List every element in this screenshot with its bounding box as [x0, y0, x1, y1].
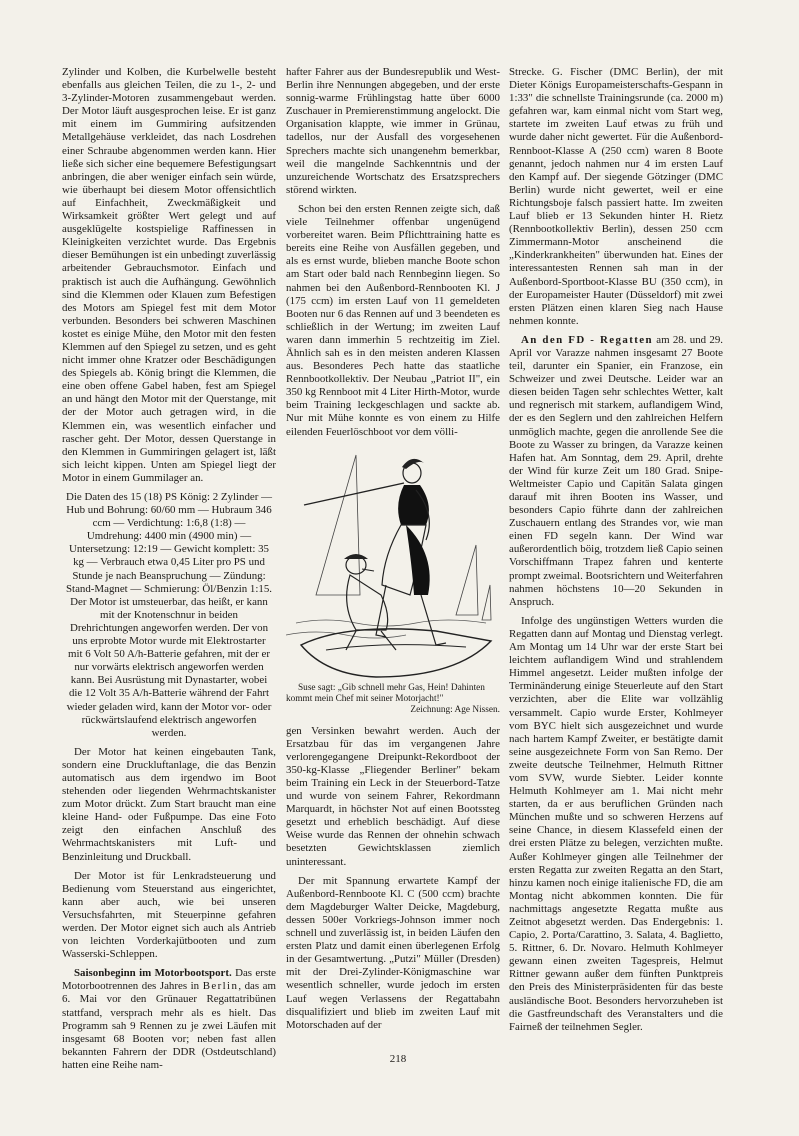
- paragraph-fischer: Strecke. G. Fischer (DMC Berlin), der mit Dieter Königs Europameisterschafts-Gespann in 1:33" die schnellste Trainingsrunde (ca. 2000 m) gefahren war, kam einmal nicht vom Start weg, startete im zweiten Lauf etwas zu früh und wurde daher nicht gewertet. Für die Außenbord-Rennboot-Klasse A (250 ccm) waren 8 Boote genannt, jedoch nahmen nur 4 im ersten Lauf den Kampf auf. Der siegende Götzinger (DMC Berlin) wurde nicht gewertet, weil er eine Richtungsboje falsch passiert hatte. Im zweiten Lauf blieb er 13 Sekunden hinter H. Rietz (Rennbootkollektiv Berlin), dessen 250 ccm Zimmermann-Motor anscheinend die „Kinderkrankheiten" überwunden hat. Eines der interessantesten Rennen sah man in der Außenbord-Sportboot-Klasse BU (350 ccm), in der Europameister Hauter (Düsseldorf) mit zwei ersten Plätzen einen klaren Sieg nach Hause nehmen konnte.: [509, 66, 723, 327]
- cartoon-caption: [286, 683, 500, 716]
- paragraph-weather-results: Infolge des ungünstigen Wetters wurden die Regatten dann auf Montag und Dienstag verlegt. Am Montag um 14 Uhr war der erste Start bei leichtem auflandigem Wind und strahlendem Himmel angesetzt. Leider mußten infolge der Terminänderung einige Steuerleute auf den Start verzichten, aber die Elite war vollzählig versammelt. Capio wurde Erster, Kohlmeyer vom BYC hielt sich ausgezeichnet und wurde nach hartem Kampf Zweiter, er bestätigte damit seine ausgezeichnete Form von San Remo. Der zweite deutsche Teilnehmer, Helmuth Rittner vom SVW, wurde Siebter. Leider konnte Helmuth Kohlmeyer am 1. Mai nicht mehr starten, da er aus beruflichen Gründen nach München mußte und so schweren Herzens auf seine Chance, in diesem Klassefeld einen der drei ersten Plätze zu belegen, verzichten mußte. Außer Kohlmeyer gingen alle Teilnehmer der ersten Regatta zur zweiten Regatta an den Start, hinzu kamen noch einige italienische FD, die am Montag nicht abkommen konnten. Die für nachmittags angesetzte Regatta mußte aus Zeitnot abgesetzt werden. Das Endergebnis: 1. Capio, 2. Porta/Carattino, 3. Salata, 4. Baglietto, 5. Rittner, 6. Dr. Novaro. Helmuth Kohlmeyer gewann einen zweiten Tagespreis, Helmut Rittner gewann außer dem fünften Punktpreis den Preis des Ministerpräsidenten für das beste ausländische Boot. Besonders hervorzuheben ist die Gastfreundschaft des Veranstalters und die Fairneß der teilnehmen Segler.: [509, 614, 723, 1033]
- paragraph-rescue: gen Versinken bewahrt werden. Auch der Ersatzbau für das im vergangenen Jahre verlorengegangene Dreipunkt-Rekordboot der 350-kg-Klasse „Fliegender Berliner" bekam beim Training ein Leck in der Steuerbord-Tatze und wurde von seinem Fahrer, Rekordmann Marquardt, in höchster Not auf einen Bootssteg gesetzt und erheblich beschädigt. Auf diese Weise wurde das Rennen der ohnehin schwach besetzten Gewichtsklassen ziemlich uninteressant.: [286, 724, 500, 868]
- section-heading-season-start: Saisonbeginn im Motorbootsport.: [74, 967, 232, 980]
- paragraph-text: Das erste Motorbootrennen des Jahres in: [62, 967, 276, 993]
- column-left: [62, 66, 276, 1078]
- column-right: [509, 66, 723, 1040]
- paragraph-text: , das am 6. Mai vor den Grünauer Regattatribünen stattfand, versprach mehr als es hielt. Das Programm sah 9 Rennen zu je zwei Läufen mit insgesamt 68 Booten vor; neben fast allen bekannten Fahrern der DDR (Ostdeutschland) hatten eine Reihe nam-: [62, 980, 276, 1071]
- paragraph-motor-specs: Die Daten des 15 (18) PS König: 2 Zylinder — Hub und Bohrung: 60/60 mm — Hubraum 346 ccm — Verdichtung: 1:6,8 (1:8) — Umdrehung: 4400 min (4900 min) — Untersetzung: 12:19 — Gewicht komplett: 35 kg — Verbrauch etwa 0,45 Liter pro PS und Stunde je nach Beanspruchung — Zündung: Stand-Magnet — Schmierung: Öl/Benzin 1:15. Der Motor ist umsteuerbar, das heißt, er kann mit der Knotenschnur in beiden Drehrichtungen angeworfen werden. Der von uns erprobte Motor wurde mit Elektrostarter mit 6 Volt 50 A/h-Batterie gefahren, mit der er nur vorwärts elektrisch angeworfen werden kann. Bei Ausrüstung mit Dynastarter, wobei die 12 Volt 35 A/h-Batterie während der Fahrt wieder geladen wird, kann der Motor vor- oder rückwärtslaufend elektrisch angeworfen werden.: [66, 491, 272, 739]
- section-heading-fd-regatta: An den FD - Regatten: [521, 333, 653, 346]
- city-name: Berlin: [202, 980, 239, 993]
- paragraph-grunau-crowd: hafter Fahrer aus der Bundesrepublik und West-Berlin ihre Nennungen abgegeben, und der erste sonnig-warme Frühlingstag hatte über 6000 Zuschauer in Premierenstimmung angelockt. Die Organisation klappte, wie immer in Grünau, tadellos, nur der Ausfall des vorgesehenen Sprechers machte sich unangenehm bemerkbar, weil die mangelnde Sachkenntnis und der unzureichende Wortschatz des Ersatzsprechers störend wirkten.: [286, 66, 500, 196]
- paragraph-first-races: Schon bei den ersten Rennen zeigte sich, daß viele Teilnehmer offenbar ungenügend vorbereitet waren. Beim Pflichttraining hatte es bereits eine Reihe von Ausfällen gegeben, und als es ernst wurde, blieben manche Boote schon am Start oder bald nach Rennbeginn liegen. So nahmen bei den Außenbord-Rennbooten Kl. J (175 ccm) im ersten Lauf von 11 gemeldeten Booten nur 6 das Rennen auf und 3 beendeten es schließlich in der Wertung; im zweiten Lauf waren dann immerhin 5 rechtzeitig im Ziel. Ähnlich sah es in den meisten anderen Klassen aus. Besonderes Pech hatte das staatliche Rennbootkollektiv. Der Neubau „Patriot II", ein 350 kg Rennboot mit 4 Liter Hirth-Motor, wurde beim Training leckgeschlagen und sackte ab. Nur mit Mühe konnte es von einem zu Hilfe eilenden Feuerlöschboot vor dem völli-: [286, 202, 500, 438]
- paragraph-steering: Der Motor ist für Lenkradsteuerung und Bedienung vom Steuerstand aus eingerichtet, kann aber auch, wie bei unseren Versuchsfahrten, mit Steuerpinne gefahren werden. Der Motor eignet sich auch als Antrieb von leichten Vorderkajütbooten und zum Wasserski-Schleppen.: [62, 869, 276, 961]
- caption-text: Suse sagt: „Gib schnell mehr Gas, Hein! Dahinten kommt mein Chef mit seiner Motorjacht!": [286, 682, 485, 704]
- paragraph-class-c: Der mit Spannung erwartete Kampf der Außenbord-Rennboote Kl. C (500 ccm) brachte dem Magdeburger Walter Deicke, Magdeburg, dessen 500er Vorkriegs-Johnson immer noch schnell und zuverlässig ist, in beiden Läufen den ersten Platz und damit einen überlegenen Erfolg in der Gesamtwertung. „Putzi" Müller (Dresden) mit der Drei-Zylinder-Königmaschine war wesentlich schneller, wurde jedoch im ersten Lauf wegen Verlassens der Regattabahn disqualifiziert und blieb im zweiten Lauf mit Motorschaden auf der: [286, 874, 500, 1031]
- cartoon-drawing: [286, 445, 500, 683]
- caption-credit: Zeichnung: Age Nissen.: [410, 704, 500, 715]
- column-middle: [286, 66, 500, 1038]
- paragraph-fuel-system: Der Motor hat keinen eingebauten Tank, sondern eine Druckluftanlage, die das Benzin automatisch aus dem irgendwo im Boot stehenden oder liegenden Wehrmachtskanister zum Motor drückt. Zum Start braucht man eine kleine Hand- oder Fußpumpe. Das eine Foto zeigt den einfachen Anschluß des Wehrmachtskanisters mit Luft- und Benzinleitung und Druckball.: [62, 745, 276, 863]
- cartoon-illustration: [286, 445, 500, 721]
- page-number: 218: [389, 1053, 407, 1065]
- paragraph-season-start: [62, 967, 276, 1072]
- paragraph-motor-description: Zylinder und Kolben, die Kurbelwelle besteht ebenfalls aus gleichen Teilen, die zu 1-, 2- und 3-Zylinder-Motoren zusammengebaut werden. Der Motor läuft ausgesprochen leise. Er ist ganz mit einem im Gummiring aufsitzenden Metallgehäuse verkleidet, das nach Losdrehen einer Schraube abgenommen werden kann. Hier ließe sich sicher eine bequemere Befestigungsart anbringen, die aber weniger einfach sein würde, wie überhaupt bei diesem Motor offensichtlich auf Einfachheit, Zweckmäßigkeit und Wirksamkeit größter Wert gelegt und auf ausgeklügelte kostspielige Raffinessen in Kleinigkeiten verzichtet wurde. Das Ergebnis dieser Bemühungen ist ein unbedingt zuverlässig arbeitender Gebrauchsmotor. Einfach und praktisch ist auch die Aufhängung. Gewöhnlich sind die Klemmen oder Klauen zum Befestigen des Motors am Spiegel fest mit dem Motor verbunden. Besonders bei schweren Maschinen kostet es einige Mühe, den Motor mit den festen Klemmen auf den Spiegel zu setzen, und es geht nicht immer ohne Kratzer oder Beschädigungen des Spiegels ab. König bringt die Klemmen, die eine oben offene Gabel haben, fest am Spiegel an und hängt den Motor mit der Querstange, mit der der Motor auch getragen wird, in die Klemmen ein, was wesentlich einfacher und rascher geht. Der Motor, dessen Querstange in den Klemmen in Gummiringen gelagert ist, läßt sich leicht kippen. Unten am Spiegel liegt der Motor in einem Gummilager an.: [62, 66, 276, 484]
- paragraph-fd-regatta: [509, 334, 723, 609]
- paragraph-text: am 28. und 29. April vor Varazze nahmen insgesamt 27 Boote teil, darunter ein Spanier, ein Franzose, ein Schweizer und zwei Deutsche. Leider war an diesen beiden Tagen sehr schlechtes Wetter, kalt und regnerisch mit starkem, auflandigem Wind, der es den Seglern und den zahlreichen Helfern unmöglich machte, gegen die anrollende See die Boote zu Wasser zu bringen, da Varazze keinen Hafen hat. Am Sonntag, dem 29. April, drehte der Wind für kurze Zeit um 180 Grad. Snipe-Weltmeister Capio und Capitän Salata gingen darauf mit ihren Booten ins Wasser, und besonders Capio führte dann der zahlreichen Zuschauern entlang des Strandes vor, wie man einen FD segeln kann. Der Wind war außerordentlich böig, trotzdem ließ Capio seinen Vorschiffmann Trapez fahren und kenterte prompt zweimal. Bootsrichtern und Weiterfahren nahmen höchstens 10—20 Sekunden in Anspruch.: [509, 333, 723, 608]
